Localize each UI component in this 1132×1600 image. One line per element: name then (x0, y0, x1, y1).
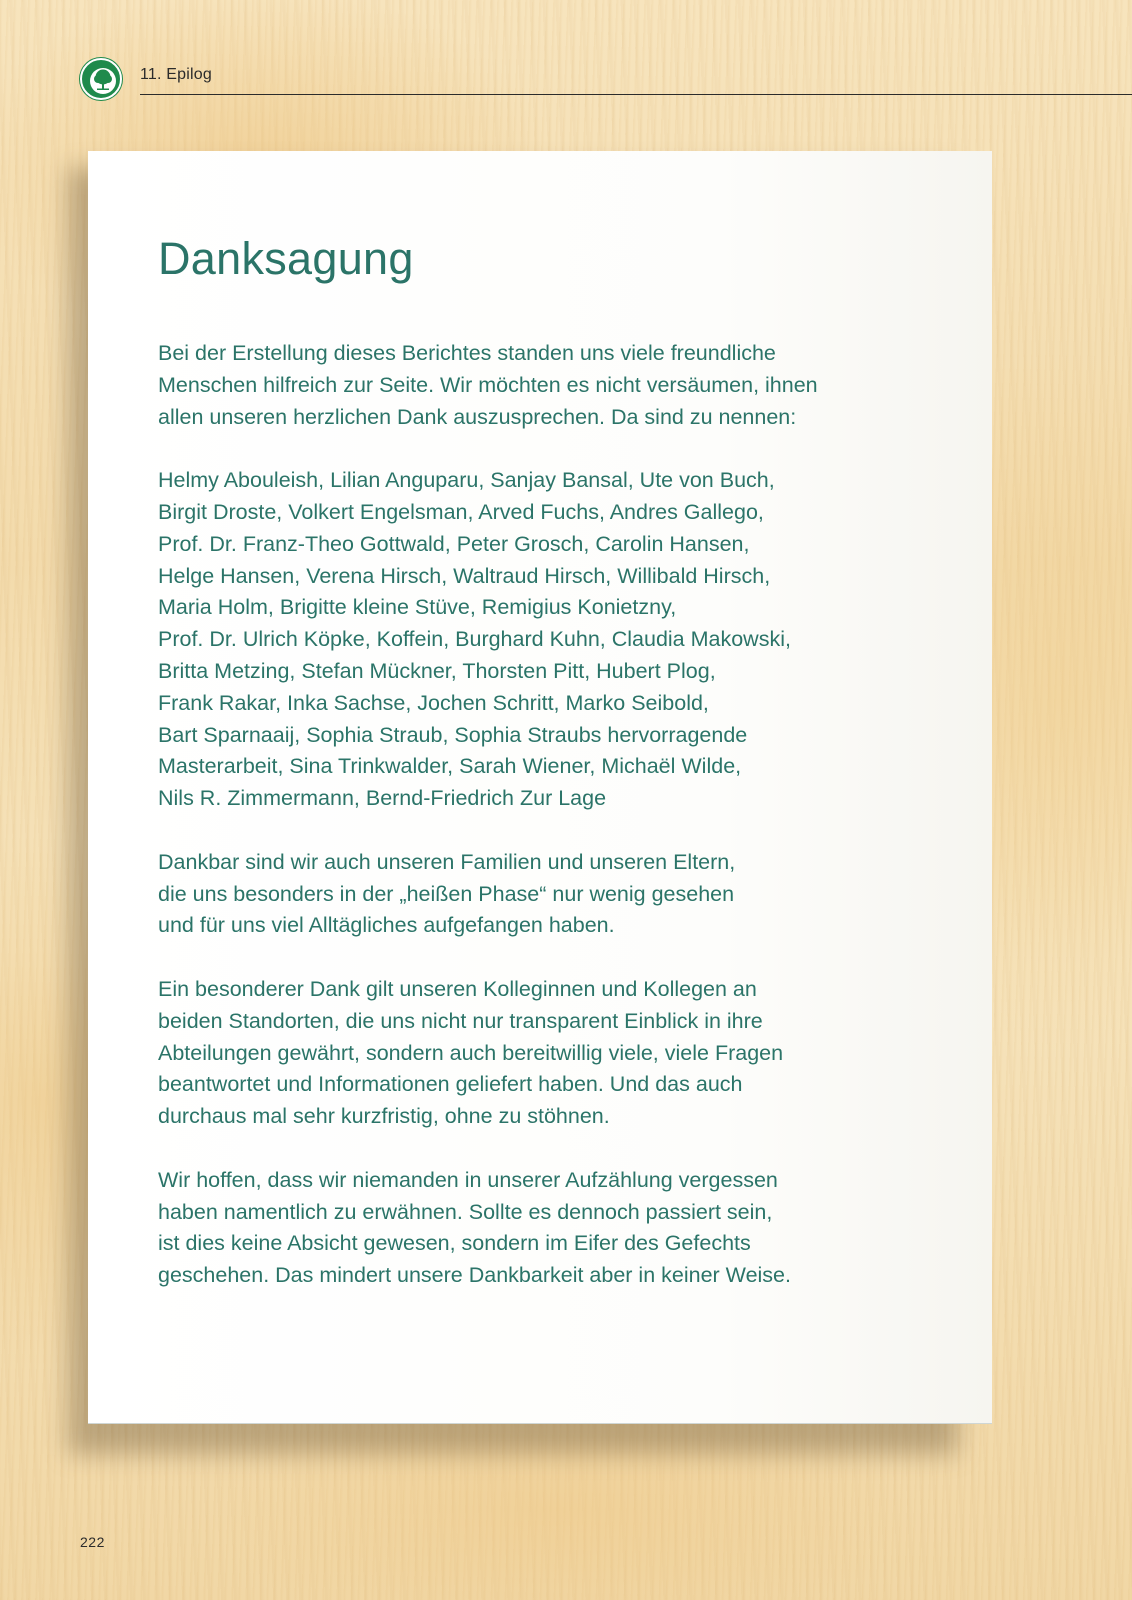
header-divider (140, 94, 1132, 95)
text-line: Bei der Erstellung dieses Berichtes standen uns viele freundliche (158, 341, 776, 365)
family-paragraph (158, 847, 958, 942)
text-line: Dankbar sind wir auch unseren Familien und unseren Eltern, (158, 849, 736, 874)
text-line: Maria Holm, Brigitte kleine Stüve, Remigius Konietzny, (158, 595, 677, 620)
text-line: Masterarbeit, Sina Trinkwalder, Sarah Wiener, Michaël Wilde, (158, 754, 742, 779)
tree-emblem-logo-icon (80, 58, 122, 100)
text-line: Birgit Droste, Volkert Engelsman, Arved Fuchs, Andres Gallego, (158, 499, 764, 524)
text-line: Prof. Dr. Ulrich Köpke, Koffein, Burghard Kuhn, Claudia Makowski, (158, 627, 791, 652)
text-line: Ein besonderer Dank gilt unseren Kolleginnen und Kollegen an (158, 976, 757, 1001)
text-line: ist dies keine Absicht gewesen, sondern im Eifer des Gefechts (158, 1231, 751, 1256)
page-header (80, 58, 1132, 100)
text-line: Britta Metzing, Stefan Mückner, Thorsten Pitt, Hubert Plog, (158, 658, 716, 683)
text-line: Helmy Abouleish, Lilian Anguparu, Sanjay Bansal, Ute von Buch, (158, 468, 775, 493)
text-line: geschehen. Das mindert unsere Dankbarkeit aber in keiner Weise. (158, 1263, 791, 1288)
intro-paragraph (158, 338, 958, 433)
text-line: beantwortet und Informationen geliefert haben. Und das auch (158, 1072, 743, 1097)
text-line: Prof. Dr. Franz-Theo Gottwald, Peter Grosch, Carolin Hansen, (158, 531, 750, 556)
page-number: 222 (80, 1534, 105, 1550)
closing-paragraph (158, 1165, 958, 1292)
names-list-paragraph (158, 465, 958, 815)
text-line: beiden Standorten, die uns nicht nur transparent Einblick in ihre (158, 1008, 763, 1033)
text-line: allen unseren herzlichen Dank auszusprechen. Da sind zu nennen: (158, 404, 797, 429)
page-title: Danksagung (158, 233, 414, 284)
text-line: Nils R. Zimmermann, Bernd-Friedrich Zur Lage (158, 786, 607, 811)
text-line: haben namentlich zu erwähnen. Sollte es dennoch passiert sein, (158, 1199, 773, 1224)
text-line: Menschen hilfreich zur Seite. Wir möchten es nicht versäumen, ihnen (158, 372, 818, 397)
tree-icon (82, 60, 124, 102)
text-line: Bart Sparnaaij, Sophia Straub, Sophia Straubs hervorragende (158, 722, 748, 747)
acknowledgements-body (158, 338, 958, 1324)
colleagues-paragraph (158, 974, 958, 1133)
chapter-label: 11. Epilog (140, 66, 212, 83)
text-line: Helge Hansen, Verena Hirsch, Waltraud Hirsch, Willibald Hirsch, (158, 563, 771, 588)
text-line: Wir hoffen, dass wir niemanden in unserer Aufzählung vergessen (158, 1167, 778, 1192)
text-line: und für uns viel Alltägliches aufgefangen haben. (158, 913, 615, 938)
acknowledgements-sheet (88, 151, 992, 1424)
text-line: Frank Rakar, Inka Sachse, Jochen Schritt, Marko Seibold, (158, 690, 709, 715)
text-line: die uns besonders in der „heißen Phase“ nur wenig gesehen (158, 881, 735, 906)
text-line: Abteilungen gewährt, sondern auch bereitwillig viele, viele Fragen (158, 1040, 784, 1065)
text-line: durchaus mal sehr kurzfristig, ohne zu stöhnen. (158, 1104, 610, 1129)
